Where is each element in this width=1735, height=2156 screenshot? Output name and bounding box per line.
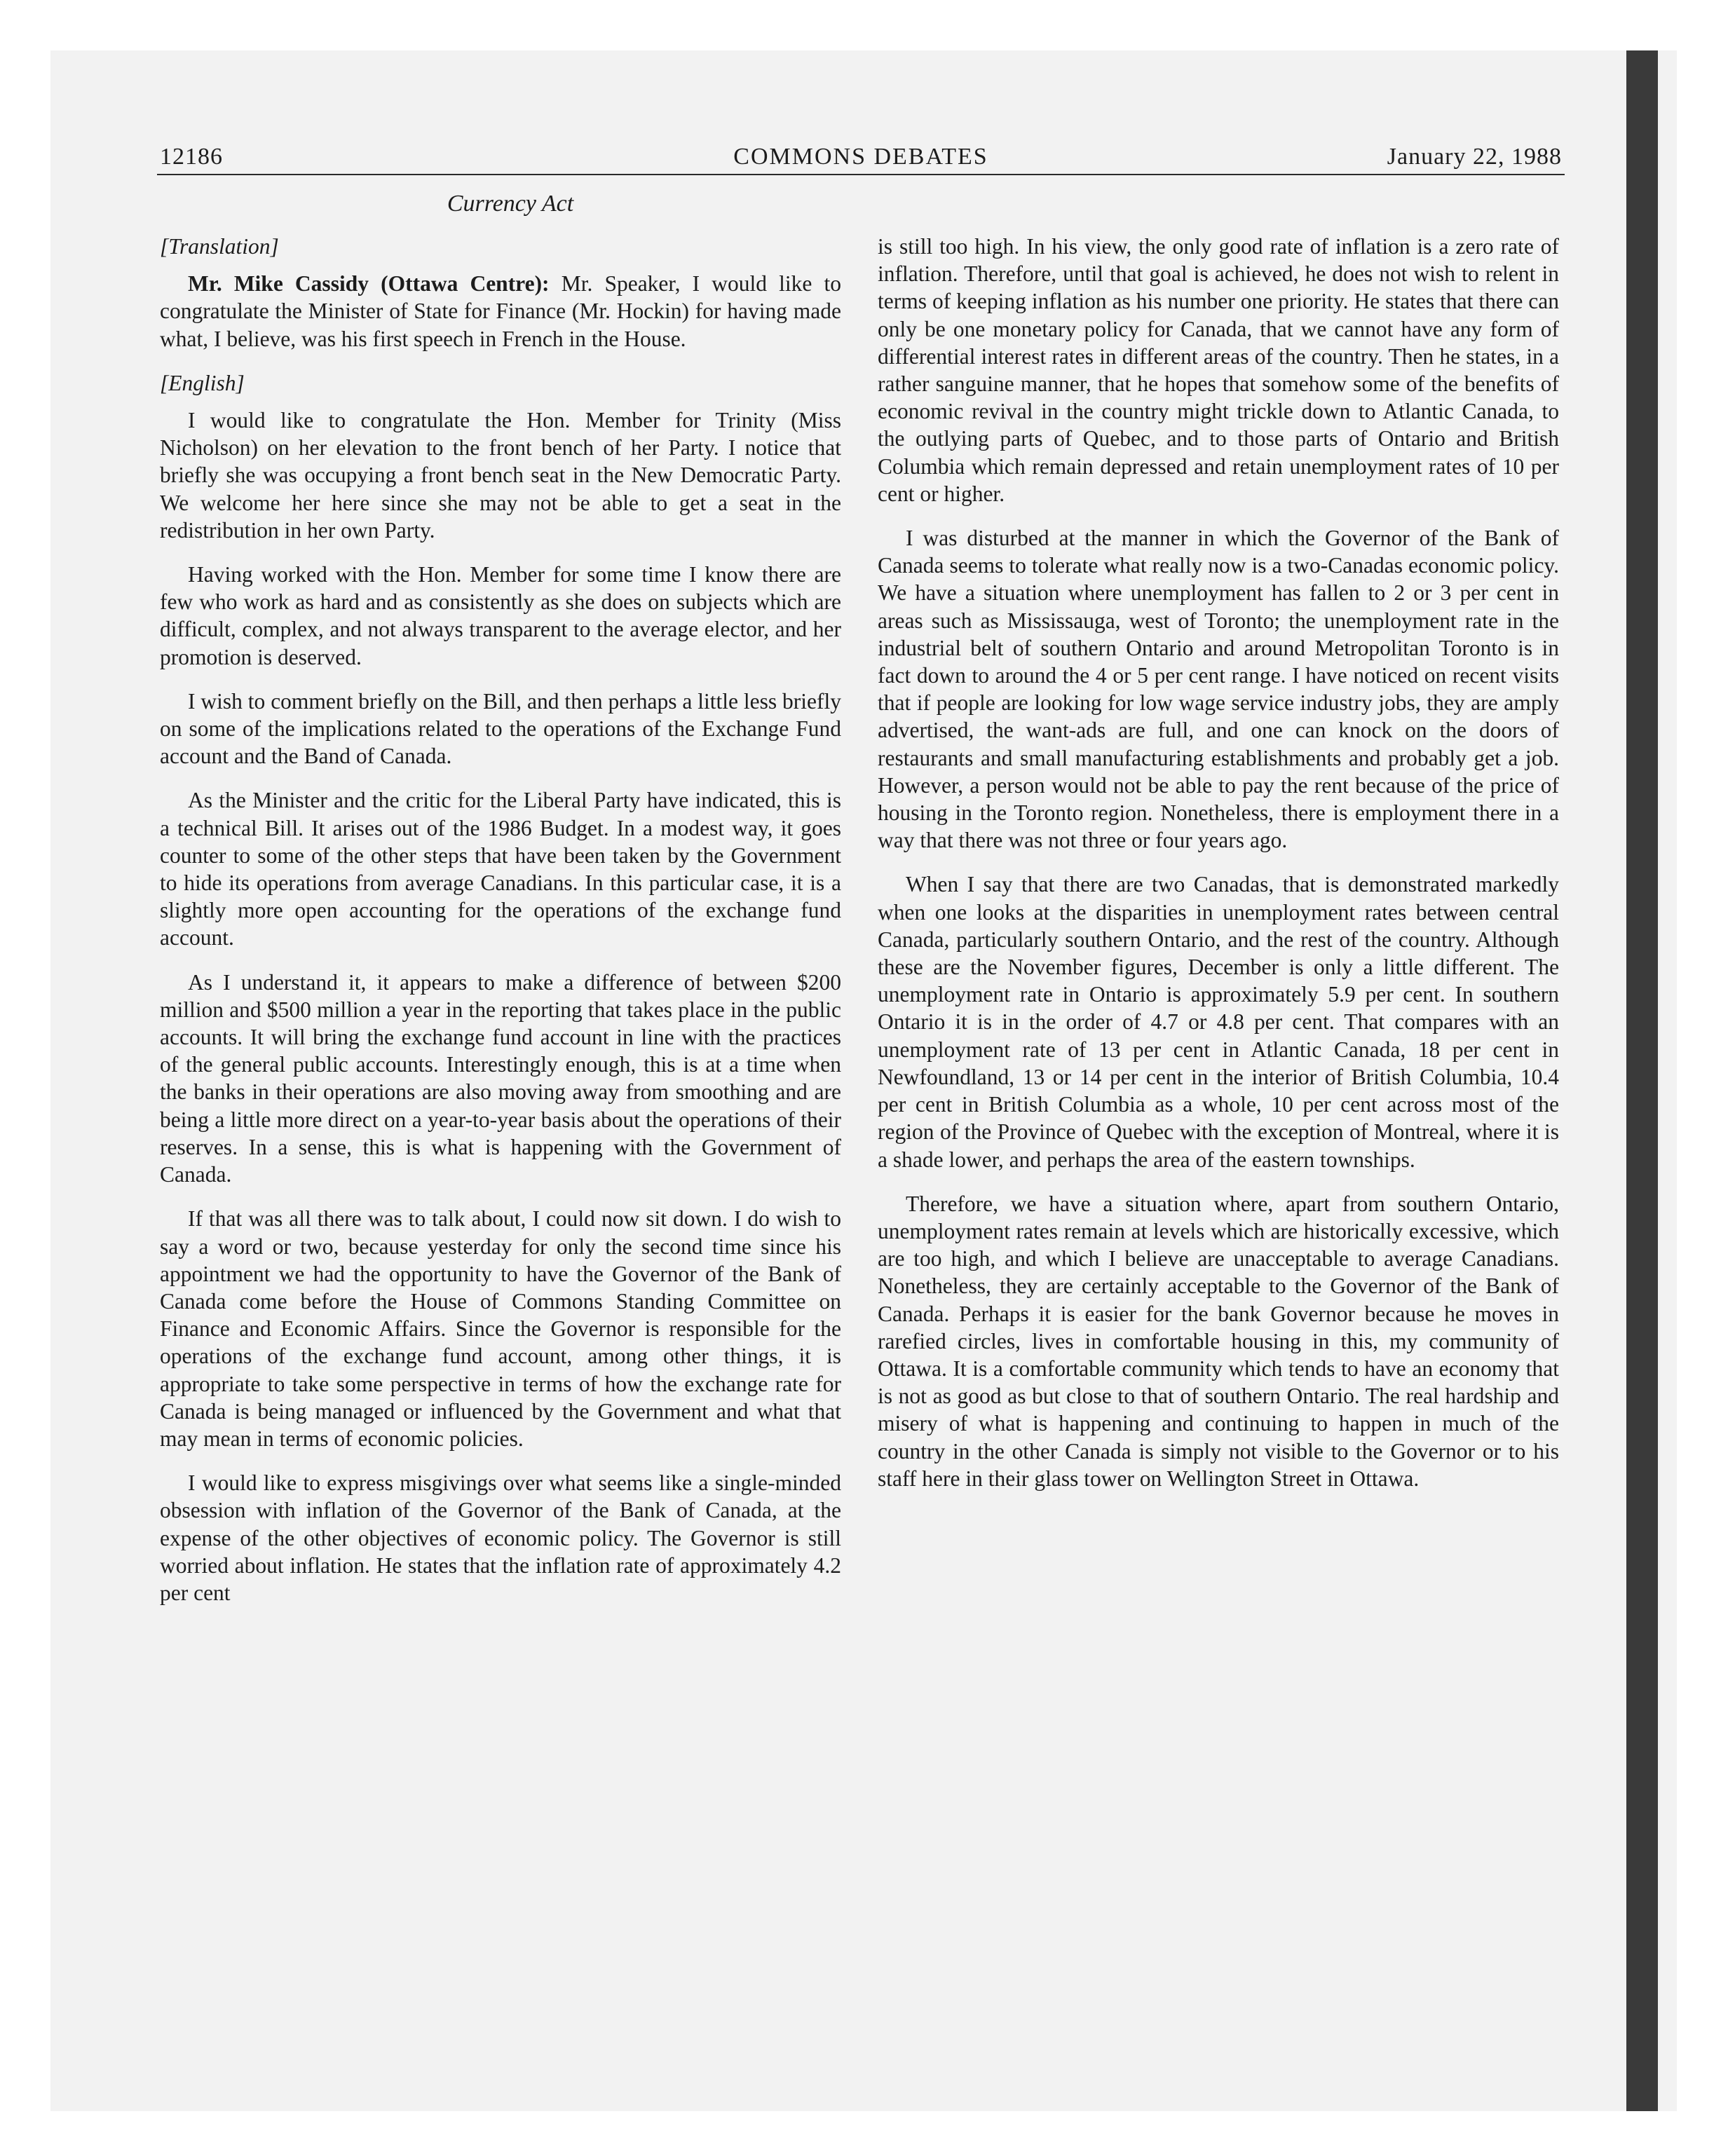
language-marker-english: [English] — [160, 370, 245, 395]
paragraph — [160, 270, 841, 353]
running-title: Currency Act — [447, 191, 574, 217]
paragraph: Therefore, we have a situation where, apart from southern Ontario, unemployment rates remain at levels which are historically excessive, which are too high, and which I believe are unacceptable to average Canadians. Nonetheless, they are certainly acceptable to the Governor of the Bank of Canada. Perhaps it is easier for the bank Governor because he moves in rarefied circles, lives in comfortable housing in this, my community of Ottawa. It is a comfortable community which tends to have an economy that is not as good as but close to that of southern Ontario. The real hardship and misery of what is happening and continuing to happen in much of the country in the other Canada is simply not visible to the Governor or to his staff here in their glass tower on Wellington Street in Ottawa. — [878, 1191, 1559, 1491]
paragraph: I would like to express misgivings over what seems like a single-minded obsession with inflation of the Governor of the Bank of Canada, at the expense of the other objectives of economic policy. The Governor is still worried about inflation. He states that the inflation rate of approximately 4.2 per cent — [160, 1471, 841, 1605]
paragraph: I wish to comment briefly on the Bill, and then perhaps a little less briefly on some of the implications related to the operations of the Exchange Fund account and the Band of Canada. — [160, 688, 841, 769]
right-column — [878, 233, 1559, 1509]
paragraph: I would like to congratulate the Hon. Member for Trinity (Miss Nicholson) on her elevation to the front bench of her Party. I notice that briefly she was occupying a front bench seat in the New Democratic Party. We welcome her here since she may not be able to get a seat in the redistribution in her own Party. — [160, 408, 841, 543]
publication-title: COMMONS DEBATES — [733, 144, 988, 170]
language-marker-translation: [Translation] — [160, 234, 279, 259]
paragraph: Having worked with the Hon. Member for some time I know there are few who work as hard and as consistently as she does on subjects which are difficult, complex, and not always transparent to the average elector, and her promotion is deserved. — [160, 562, 841, 669]
paragraph-continued: is still too high. In his view, the only good rate of inflation is a zero rate of inflation. Therefore, until that goal is achieved, he does not wish to relent in terms of keeping inflation as his number one priority. He states that there can only be one monetary policy for Canada, that we cannot have any form of differential interest rates in different areas of the country. Then he states, in a rather sanguine manner, that he hopes that somehow some of the benefits of economic revival in the country might trickle down to Atlantic Canada, to the outlying parts of Quebec, and to those parts of Ontario and British Columbia which remain depressed and retain unemployment rates of 10 per cent or higher. — [878, 234, 1559, 506]
scan-edge-shadow — [1626, 50, 1658, 2111]
paragraph: If that was all there was to talk about, I could now sit down. I do wish to say a word or two, because yesterday for only the second time since his appointment we had the opportunity to have the Governor of the Bank of Canada come before the House of Commons Standing Committee on Finance and Economic Affairs. Since the Governor is responsible for the operations of the exchange fund account, among other things, it is appropriate to take some perspective in terms of how the exchange rate for Canada is being managed or influenced by the Government and what that may mean in terms of economic policies. — [160, 1206, 841, 1451]
page-number: 12186 — [160, 144, 223, 170]
paragraph: As I understand it, it appears to make a difference of between $200 million and $500 million a year in the reporting that takes place in the public accounts. It will bring the exchange fund account in line with the practices of the general public accounts. Interestingly enough, this is at a time when the banks in their operations are also moving away from smoothing and are being a little more direct on a year-to-year basis about the operations of their reserves. In a sense, this is what is happening with the Government of Canada. — [160, 969, 841, 1187]
paragraph: When I say that there are two Canadas, that is demonstrated markedly when one looks at the disparities in unemployment rates between central Canada, particularly southern Ontario, and the rest of the country. Although these are the November figures, December is only a little different. The unemployment rate in Ontario is approximately 5.9 per cent. In southern Ontario it is in the order of 4.7 or 4.8 per cent. That compares with an unemployment rate of 13 per cent in Atlantic Canada, 18 per cent in Newfoundland, 13 or 14 per cent in the interior of British Columbia, 10.4 per cent in British Columbia as a whole, 10 per cent across most of the region of the Province of Quebec with the exception of Montreal, where it is a shade lower, and perhaps the area of the eastern townships. — [878, 872, 1559, 1172]
page-date: January 22, 1988 — [1387, 144, 1562, 170]
speaker-name: Mr. Mike Cassidy (Ottawa Centre): — [188, 271, 550, 296]
paragraph: As the Minister and the critic for the Liberal Party have indicated, this is a technical Bill. It arises out of the 1986 Budget. In a modest way, it goes counter to some of the other steps that have been taken by the Government to hide its operations from average Canadians. In this particular case, it is a slightly more open accounting for the operations of the exchange fund account. — [160, 788, 841, 950]
left-column — [160, 233, 841, 1623]
paragraph: I was disturbed at the manner in which the Governor of the Bank of Canada seems to tolerate what really now is a two-Canadas economic policy. We have a situation where unemployment has fallen to 2 or 3 per cent in areas such as Mississauga, west of Toronto; the unemployment rate in the industrial belt of southern Ontario and around Metropolitan Toronto is in fact down to around the 4 or 5 per cent range. I have noticed on recent visits that if people are looking for low wage service industry jobs, they are amply advertised, the want-ads are full, and one can knock on the doors of restaurants and small manufacturing establishments and probably get a job. However, a person would not be able to pay the rent because of the price of housing in the Toronto region. Nonetheless, there is employment there in a way that there was not three or four years ago. — [878, 526, 1559, 853]
paragraph-text: Mr. Speaker, I would like to congratulate the Minister of State for Finance (Mr. Hockin) for having made what, I believe, was his first speech in French in the House. — [160, 271, 841, 351]
header-rule — [157, 174, 1565, 175]
